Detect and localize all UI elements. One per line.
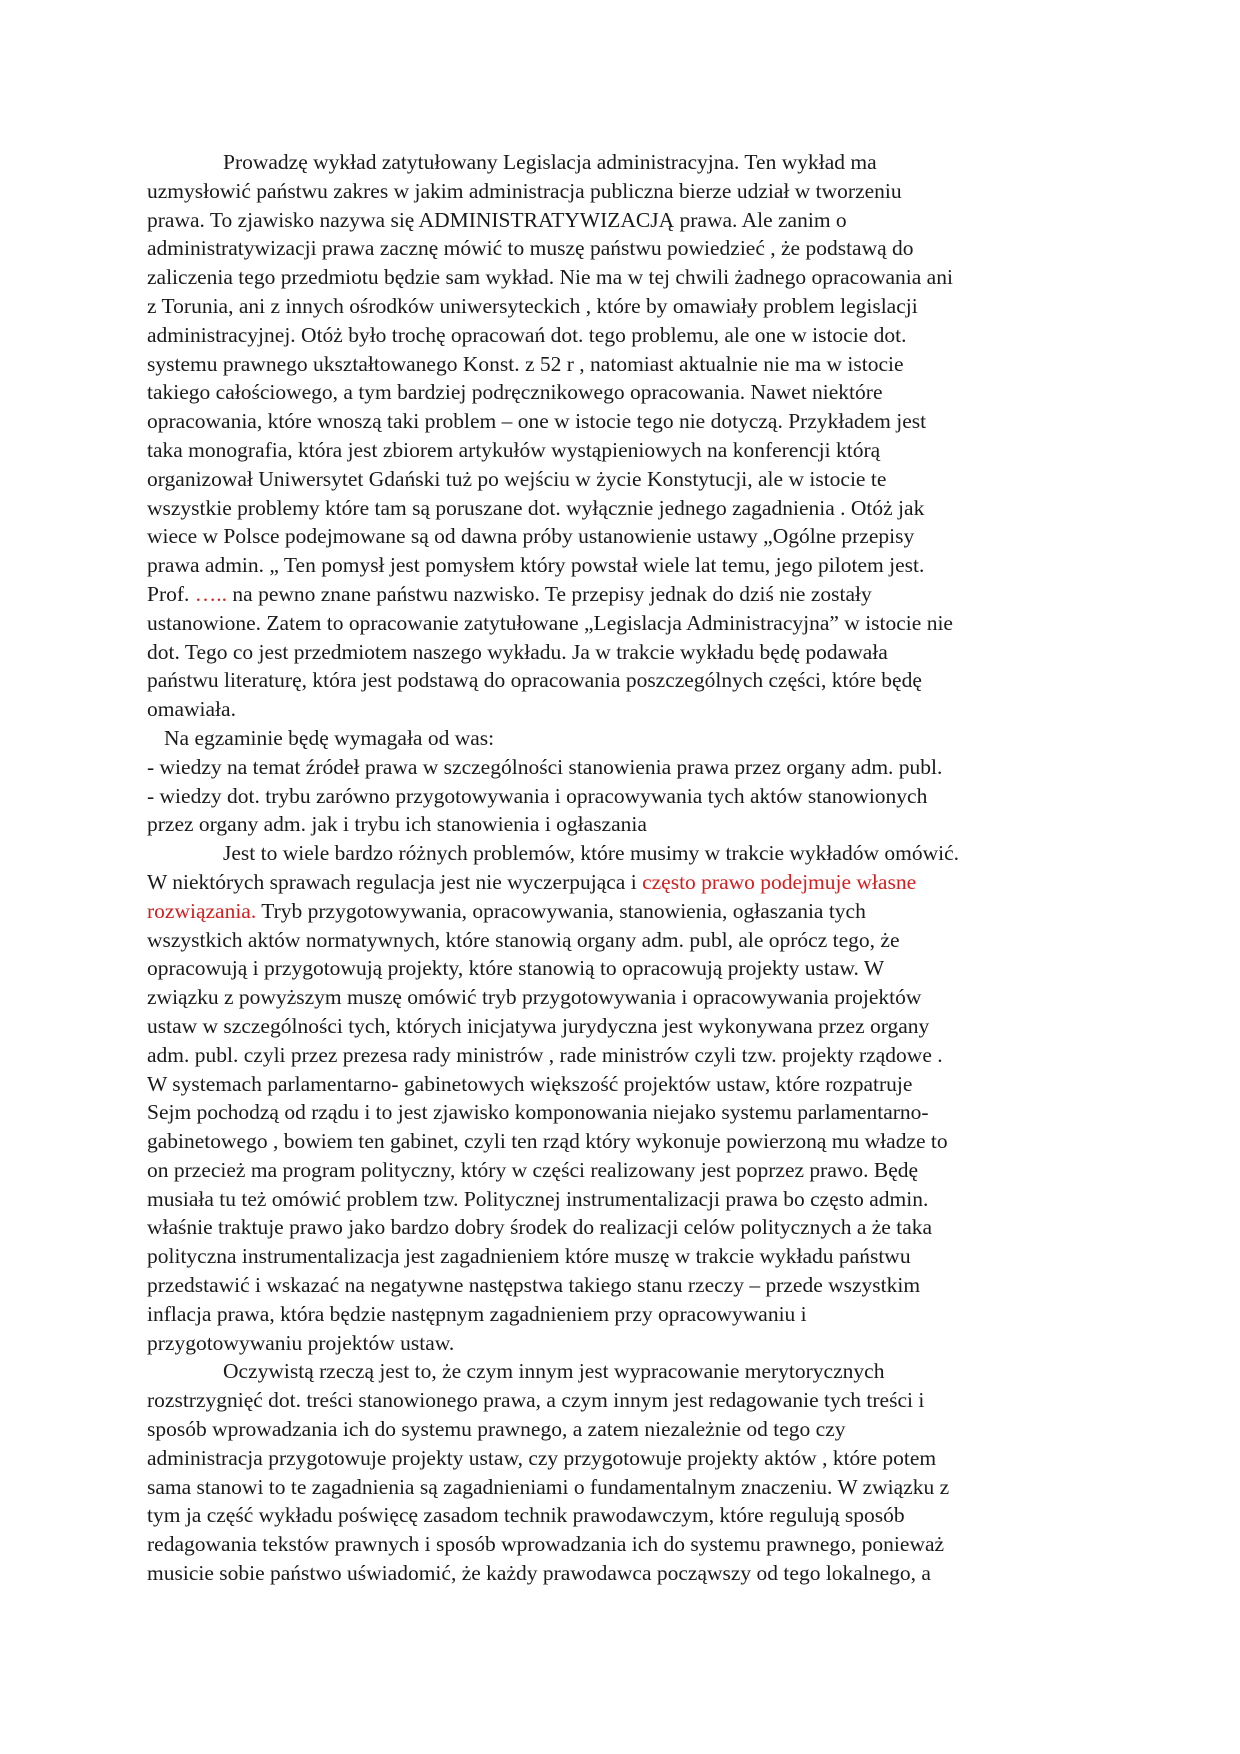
text-line: polityczna instrumentalizacja jest zagadnieniem które muszę w trakcie wykładu państwu: [147, 1244, 911, 1269]
text-line: ustanowione. Zatem to opracowanie zatytułowane „Legislacja Administracyjna” w istocie nie: [147, 610, 953, 635]
text-line: takiego całościowego, a tym bardziej podręcznikowego opracowania. Nawet niektóre: [147, 380, 883, 405]
highlighted-text: często prawo podejmuje własne: [642, 869, 917, 894]
text-line: związku z powyższym muszę omówić tryb przygotowywania i opracowywania projektów: [147, 985, 922, 1010]
highlighted-text: rozwiązania.: [147, 898, 257, 923]
text-line: sama stanowi to te zagadnienia są zagadnieniami o fundamentalnym znaczeniu. W związku z: [147, 1474, 950, 1499]
text-line: [147, 868, 1097, 897]
text-run: Prof.: [147, 581, 195, 606]
text-run: W niektórych sprawach regulacja jest nie wyczerpująca i: [147, 869, 643, 894]
text-line: Na egzaminie będę wymagała od was:: [164, 725, 495, 750]
text-line: uzmysłowić państwu zakres w jakim administracja publiczna bierze udział w tworzeniu: [147, 178, 902, 203]
text-line: państwu literaturę, która jest podstawą do opracowania poszczególnych części, które będę: [147, 668, 922, 693]
text-line: musicie sobie państwo uświadomić, że każdy prawodawca począwszy od tego lokalnego, a: [147, 1561, 931, 1586]
text-line: rozstrzygnięć dot. treści stanowionego prawa, a czym innym jest redagowanie tych treści i: [147, 1388, 925, 1413]
text-line: przygotowywaniu projektów ustaw.: [147, 1330, 455, 1355]
text-line: sposób wprowadzania ich do systemu prawnego, a zatem niezależnie od tego czy: [147, 1417, 846, 1442]
text-run: na pewno znane państwu nazwisko. Te przepisy jednak do dziś nie zostały: [227, 581, 872, 606]
text-line: ustaw w szczególności tych, których inicjatywa jurydyczna jest wykonywana przez organy: [147, 1013, 930, 1038]
text-line: wszystkie problemy które tam są poruszane dot. wyłącznie jednego zagadnienia . Otóż jak: [147, 495, 925, 520]
text-line: wiece w Polsce podejmowane są od dawna próby ustanowienie ustawy „Ogólne przepisy: [147, 524, 915, 549]
text-line: inflacja prawa, która będzie następnym zagadnieniem przy opracowywaniu i: [147, 1301, 807, 1326]
text-line: dot. Tego co jest przedmiotem naszego wykładu. Ja w trakcie wykładu będę podawała: [147, 639, 888, 664]
text-line: organizował Uniwersytet Gdański tuż po wejściu w życie Konstytucji, ale w istocie te: [147, 466, 887, 491]
text-line: systemu prawnego ukształtowanego Konst. z 52 r , natomiast aktualnie nie ma w istocie: [147, 351, 904, 376]
text-line: - wiedzy dot. trybu zarówno przygotowywania i opracowywania tych aktów stanowionych: [147, 783, 928, 808]
text-line: redagowania tekstów prawnych i sposób wprowadzania ich do systemu prawnego, ponieważ: [147, 1532, 945, 1557]
text-line: wszystkich aktów normatywnych, które stanowią organy adm. publ, ale oprócz tego, że: [147, 927, 900, 952]
text-line: Oczywistą rzeczą jest to, że czym innym jest wypracowanie merytorycznych: [223, 1359, 885, 1384]
text-line: z Torunia, ani z innych ośrodków uniwersyteckich , które by omawiały problem legislacji: [147, 293, 918, 318]
text-line: przedstawić i wskazać na negatywne następstwa takiego stanu rzeczy – przede wszystkim: [147, 1273, 921, 1298]
text-line: Jest to wiele bardzo różnych problemów, które musimy w trakcie wykładów omówić.: [223, 841, 959, 866]
text-line: właśnie traktuje prawo jako bardzo dobry środek do realizacji celów politycznych a że taka: [147, 1215, 933, 1240]
text-run: Tryb przygotowywania, opracowywania, stanowienia, ogłaszania tych: [256, 898, 866, 923]
text-line: [147, 897, 1097, 926]
text-line: administracyjnej. Otóż było trochę opracowań dot. tego problemu, ale one w istocie dot.: [147, 322, 907, 347]
text-line: omawiała.: [147, 697, 236, 722]
text-line: prawa. To zjawisko nazywa się ADMINISTRATYWIZACJĄ prawa. Ale zanim o: [147, 207, 847, 232]
text-line: [147, 580, 1097, 609]
text-line: prawa admin. „ Ten pomysł jest pomysłem który powstał wiele lat temu, jego pilotem jest.: [147, 553, 925, 578]
text-line: musiała tu też omówić problem tzw. Politycznej instrumentalizacji prawa bo często admin.: [147, 1186, 929, 1211]
text-line: tym ja część wykładu poświęcę zasadom technik prawodawczym, które regulują sposób: [147, 1503, 905, 1528]
text-line: - wiedzy na temat źródeł prawa w szczególności stanowienia prawa przez organy adm. publ.: [147, 754, 943, 779]
text-line: Sejm pochodzą od rządu i to jest zjawisko komponowania niejako systemu parlamentarno-: [147, 1100, 929, 1125]
text-line: administratywizacji prawa zacznę mówić to muszę państwu powiedzieć , że podstawą do: [147, 236, 914, 261]
text-line: Prowadzę wykład zatytułowany Legislacja administracyjna. Ten wykład ma: [223, 150, 877, 174]
text-line: przez organy adm. jak i trybu ich stanowienia i ogłaszania: [147, 812, 647, 837]
text-line: on przecież ma program polityczny, który w części realizowany jest poprzez prawo. Będę: [147, 1157, 919, 1182]
text-line: taka monografia, która jest zbiorem artykułów wystąpieniowych na konferencji którą: [147, 437, 881, 462]
text-line: zaliczenia tego przedmiotu będzie sam wykład. Nie ma w tej chwili żadnego opracowania ani: [147, 265, 953, 290]
text-line: administracja przygotowuje projekty ustaw, czy przygotowuje projekty aktów , które potem: [147, 1445, 937, 1470]
text-line: opracowują i przygotowują projekty, które stanowią to opracowują projekty ustaw. W: [147, 956, 885, 981]
text-line: opracowania, które wnoszą taki problem – one w istocie tego nie dotyczą. Przykładem jest: [147, 409, 927, 434]
text-line: adm. publ. czyli przez prezesa rady ministrów , rade ministrów czyli tzw. projekty rządowe .: [147, 1042, 943, 1067]
document-body: [147, 148, 1097, 1588]
highlighted-text: …..: [194, 581, 228, 606]
text-line: W systemach parlamentarno- gabinetowych większość projektów ustaw, które rozpatruje: [147, 1071, 913, 1096]
text-line: gabinetowego , bowiem ten gabinet, czyli ten rząd który wykonuje powierzoną mu władze to: [147, 1129, 948, 1154]
